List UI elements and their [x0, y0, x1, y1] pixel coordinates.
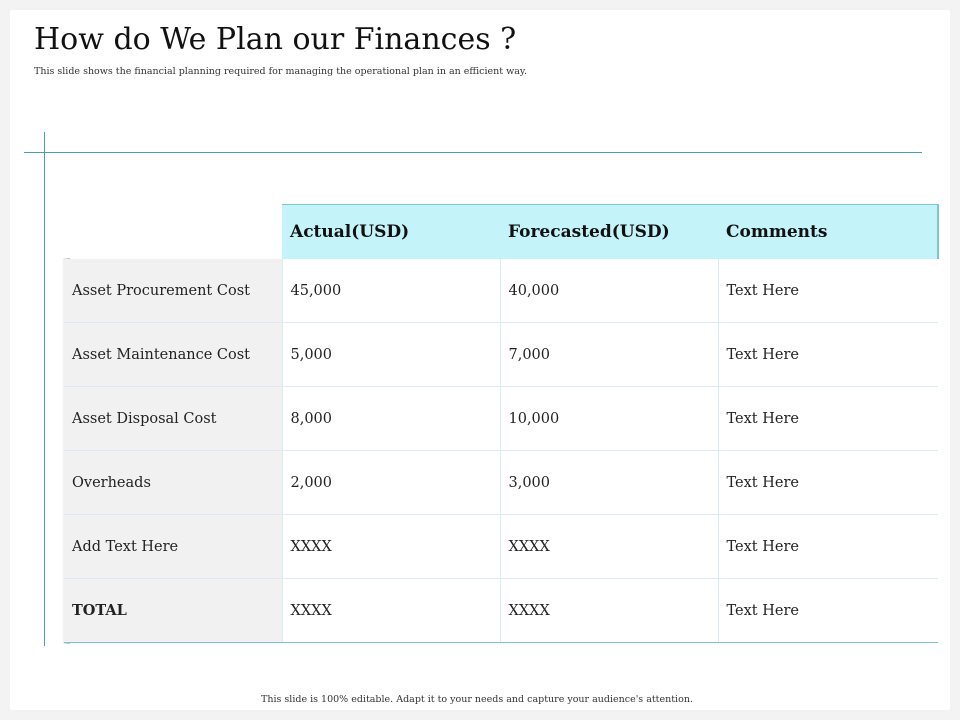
- row-label: TOTAL: [64, 579, 282, 643]
- page-title: How do We Plan our Finances ?: [34, 22, 517, 57]
- row-label: Asset Disposal Cost: [64, 387, 282, 451]
- table-header-row: [64, 205, 938, 260]
- vertical-accent-line: [44, 132, 45, 646]
- forecast-value: XXXX: [500, 515, 718, 579]
- footer-note: This slide is 100% editable. Adapt it to your needs and capture your audience's attention.: [261, 694, 693, 705]
- header-comments: Comments: [718, 205, 938, 260]
- actual-value: XXXX: [282, 579, 500, 643]
- comment-value: Text Here: [718, 323, 938, 387]
- page-subtitle: This slide shows the financial planning required for managing the operational plan in an efficient way.: [34, 66, 528, 77]
- table-row: [64, 259, 938, 323]
- table-row: [64, 515, 938, 579]
- actual-value: 5,000: [282, 323, 500, 387]
- horizontal-accent-line: [24, 152, 922, 153]
- forecast-value: XXXX: [500, 579, 718, 643]
- forecast-value: 7,000: [500, 323, 718, 387]
- total-row: [64, 579, 938, 643]
- header-blank-cell: [64, 205, 282, 260]
- forecast-value: 3,000: [500, 451, 718, 515]
- forecast-value: 40,000: [500, 259, 718, 323]
- row-label: Add Text Here: [64, 515, 282, 579]
- finance-table: [64, 204, 939, 643]
- comment-value: Text Here: [718, 259, 938, 323]
- actual-value: 45,000: [282, 259, 500, 323]
- row-label: Overheads: [64, 451, 282, 515]
- actual-value: 8,000: [282, 387, 500, 451]
- comment-value: Text Here: [718, 451, 938, 515]
- comment-value: Text Here: [718, 387, 938, 451]
- table-row: [64, 387, 938, 451]
- forecast-value: 10,000: [500, 387, 718, 451]
- row-label: Asset Procurement Cost: [64, 259, 282, 323]
- actual-value: XXXX: [282, 515, 500, 579]
- header-forecasted: Forecasted(USD): [500, 205, 718, 260]
- header-actual: Actual(USD): [282, 205, 500, 260]
- table-row: [64, 451, 938, 515]
- slide: [10, 10, 950, 710]
- comment-value: Text Here: [718, 579, 938, 643]
- comment-value: Text Here: [718, 515, 938, 579]
- actual-value: 2,000: [282, 451, 500, 515]
- row-label: Asset Maintenance Cost: [64, 323, 282, 387]
- table-row: [64, 323, 938, 387]
